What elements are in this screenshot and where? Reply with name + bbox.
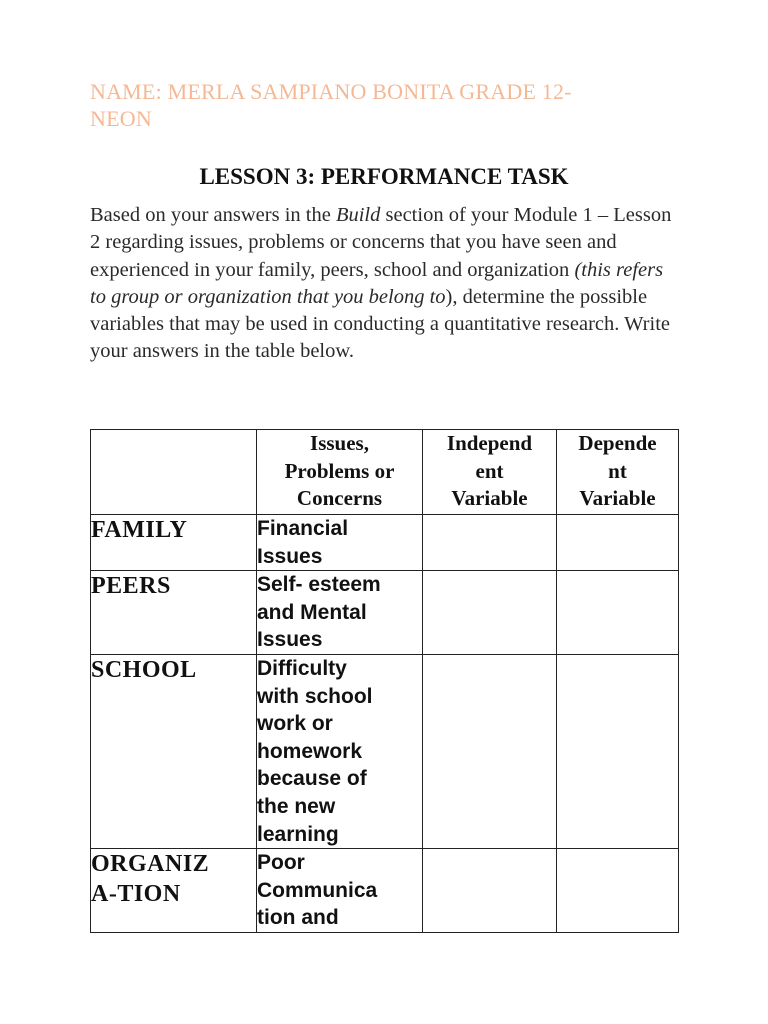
category-cell-peers [91,571,257,655]
issue-cell [257,515,423,571]
table-row [91,849,679,933]
header-line: Independ [446,431,533,455]
category-label: ORGANIZ [91,851,210,878]
dependent-variable-cell[interactable] [557,849,679,933]
dependent-variable-cell[interactable] [557,571,679,655]
issue-line: Issues [257,544,323,568]
instructions-emphasis-group: (this refers to group or organization that you belong to [90,258,664,308]
header-line: Problems or [284,458,395,483]
table-header-row [91,430,679,515]
category-cell-school [91,654,257,848]
issue-line: because of [257,767,367,791]
category-label: A-TION [91,881,181,908]
issue-line: Difficulty [257,656,347,680]
dependent-variable-cell[interactable] [557,515,679,571]
issue-line: Self- esteem [257,573,381,597]
instructions-text-1: Based on your answers in the [90,204,336,226]
instructions-emphasis-build: Build [335,204,381,226]
issue-line: homework [257,739,363,763]
header-independent-variable [423,430,557,515]
issue-cell [257,571,423,655]
name-line-2: NEON [90,106,152,131]
issue-line: Issues [257,628,323,652]
header-issues [257,430,423,515]
category-label: FAMILY [91,517,188,543]
header-dependent-variable [557,430,679,515]
instructions-text-3: ), determine the possible variables that may be used in conducting a quantitative research. Write your answers in the table below. [90,285,670,363]
issue-line: and Mental [257,600,367,624]
dependent-variable-cell[interactable] [557,654,679,848]
variables-table [90,429,679,933]
issue-line: Poor [257,851,305,875]
category-cell-family [91,515,257,571]
issue-line: learning [257,822,339,846]
category-label: PEERS [91,573,171,600]
header-line: Depende [578,431,657,455]
student-name-heading [90,78,690,132]
header-line: nt [608,458,627,483]
issue-line: Financial [257,517,349,540]
table-row [91,515,679,571]
lesson-title: LESSON 3: PERFORMANCE TASK [199,164,569,189]
table-row [91,571,679,655]
header-line: Variable [579,486,656,510]
category-cell-organization [91,849,257,933]
table-row [91,654,679,848]
issue-line: the new [257,794,336,818]
category-label: SCHOOL [91,656,197,683]
header-line: Concerns [296,486,383,510]
issue-line: tion and [257,906,339,930]
header-line: Issues, [310,431,369,455]
issue-cell [257,654,423,848]
header-line: ent [475,458,504,483]
independent-variable-cell[interactable] [423,515,557,571]
issue-line: with school [257,684,373,708]
independent-variable-cell[interactable] [423,849,557,933]
instructions-paragraph [90,202,680,366]
issue-cell [257,849,423,933]
name-line-1: NAME: MERLA SAMPIANO BONITA GRADE 12- [90,79,572,104]
independent-variable-cell[interactable] [423,571,557,655]
header-cell-blank [91,430,257,515]
independent-variable-cell[interactable] [423,654,557,848]
issue-line: Communica [257,878,378,902]
instructions-text-2: section of your Module 1 – Lesson 2 regarding issues, problems or concerns that you have seen and experienced in your family, peers, school and organization [90,204,672,281]
issue-line: work or [257,712,333,736]
header-line: Variable [451,486,528,510]
